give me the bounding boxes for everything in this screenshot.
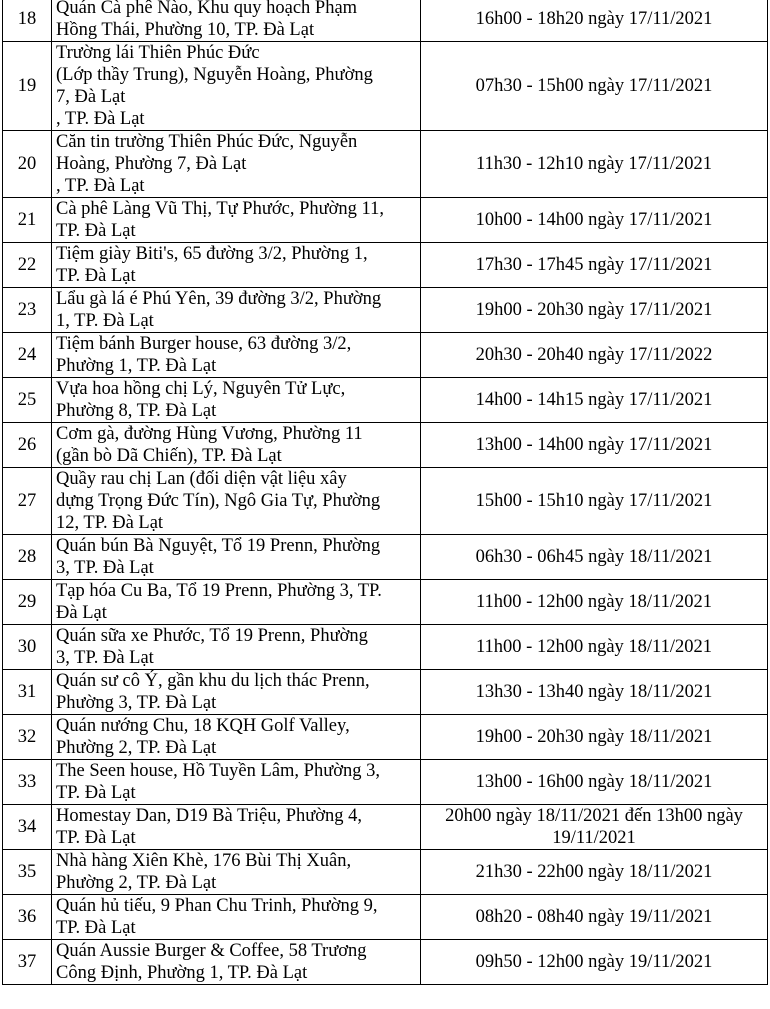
table-row xyxy=(3,288,768,333)
time-cell: 20h30 - 20h40 ngày 17/11/2022 xyxy=(421,333,768,378)
location-line: Quán bún Bà Nguyệt, Tổ 19 Prenn, Phường xyxy=(56,536,381,556)
row-number-cell: 36 xyxy=(3,895,52,940)
time-cell: 21h30 - 22h00 ngày 18/11/2021 xyxy=(421,850,768,895)
time-cell: 20h00 ngày 18/11/2021 đến 13h00 ngày 19/11/2021 xyxy=(421,805,768,850)
location-cell xyxy=(52,468,421,535)
time-cell: 15h00 - 15h10 ngày 17/11/2021 xyxy=(421,468,768,535)
row-number-cell: 28 xyxy=(3,535,52,580)
location-line: Quán sữa xe Phước, Tổ 19 Prenn, Phường xyxy=(56,626,368,646)
time-cell: 16h00 - 18h20 ngày 17/11/2021 xyxy=(421,0,768,42)
table-row xyxy=(3,0,768,42)
location-cell xyxy=(52,535,421,580)
location-line: Hồng Thái, Phường 10, TP. Đà Lạt xyxy=(56,20,315,40)
location-line: 1, TP. Đà Lạt xyxy=(56,311,154,331)
location-line: Trường lái Thiên Phúc Đức xyxy=(56,43,260,63)
location-line: , TP. Đà Lạt xyxy=(56,176,145,196)
time-cell: 14h00 - 14h15 ngày 17/11/2021 xyxy=(421,378,768,423)
location-line: Phường 1, TP. Đà Lạt xyxy=(56,356,217,376)
row-number-cell: 37 xyxy=(3,940,52,985)
location-line: Hoàng, Phường 7, Đà Lạt xyxy=(56,154,247,174)
location-line: 3, TP. Đà Lạt xyxy=(56,648,154,668)
table-row xyxy=(3,940,768,985)
location-line: TP. Đà Lạt xyxy=(56,828,136,848)
row-number-cell: 26 xyxy=(3,423,52,468)
location-line: Quầy rau chị Lan (đối diện vật liệu xây xyxy=(56,469,347,489)
time-cell: 10h00 - 14h00 ngày 17/11/2021 xyxy=(421,198,768,243)
row-number-cell: 27 xyxy=(3,468,52,535)
time-cell: 19h00 - 20h30 ngày 18/11/2021 xyxy=(421,715,768,760)
table-row xyxy=(3,715,768,760)
row-number-cell: 18 xyxy=(3,0,52,42)
location-line: Cơm gà, đường Hùng Vương, Phường 11 xyxy=(56,424,363,444)
location-line: Vựa hoa hồng chị Lý, Nguyên Tử Lực, xyxy=(56,379,346,399)
location-line: TP. Đà Lạt xyxy=(56,221,136,241)
location-line: Phường 2, TP. Đà Lạt xyxy=(56,873,217,893)
row-number-cell: 24 xyxy=(3,333,52,378)
location-line: 3, TP. Đà Lạt xyxy=(56,558,154,578)
table-row xyxy=(3,850,768,895)
location-cell xyxy=(52,0,421,42)
location-line: TP. Đà Lạt xyxy=(56,266,136,286)
location-line: Phường 8, TP. Đà Lạt xyxy=(56,401,217,421)
location-cell xyxy=(52,288,421,333)
row-number-cell: 34 xyxy=(3,805,52,850)
table-body xyxy=(3,0,768,985)
table-row xyxy=(3,42,768,131)
time-cell: 08h20 - 08h40 ngày 19/11/2021 xyxy=(421,895,768,940)
row-number-cell: 25 xyxy=(3,378,52,423)
row-number-cell: 29 xyxy=(3,580,52,625)
table-row xyxy=(3,535,768,580)
location-line: Tạp hóa Cu Ba, Tổ 19 Prenn, Phường 3, TP. xyxy=(56,581,382,601)
row-number-cell: 21 xyxy=(3,198,52,243)
location-cell xyxy=(52,805,421,850)
row-number-cell: 32 xyxy=(3,715,52,760)
location-line: Quán nướng Chu, 18 KQH Golf Valley, xyxy=(56,716,350,736)
location-cell xyxy=(52,715,421,760)
location-line: Cà phê Làng Vũ Thị, Tự Phước, Phường 11, xyxy=(56,199,384,219)
row-number-cell: 19 xyxy=(3,42,52,131)
row-number-cell: 33 xyxy=(3,760,52,805)
location-line: Căn tin trường Thiên Phúc Đức, Nguyễn xyxy=(56,132,358,152)
location-cell xyxy=(52,131,421,198)
location-cell xyxy=(52,760,421,805)
time-cell: 11h30 - 12h10 ngày 17/11/2021 xyxy=(421,131,768,198)
location-line: 12, TP. Đà Lạt xyxy=(56,513,164,533)
location-line: (gần bò Dã Chiến), TP. Đà Lạt xyxy=(56,446,282,466)
location-line: Tiệm bánh Burger house, 63 đường 3/2, xyxy=(56,334,352,354)
location-line: TP. Đà Lạt xyxy=(56,783,136,803)
location-cell xyxy=(52,940,421,985)
location-cell xyxy=(52,378,421,423)
location-line: 7, Đà Lạt xyxy=(56,87,126,107)
table-row xyxy=(3,670,768,715)
location-line: The Seen house, Hồ Tuyền Lâm, Phường 3, xyxy=(56,761,381,781)
row-number-cell: 22 xyxy=(3,243,52,288)
location-line: Tiệm giày Biti's, 65 đường 3/2, Phường 1, xyxy=(56,244,368,264)
location-cell xyxy=(52,625,421,670)
table-row xyxy=(3,198,768,243)
location-line: Lẩu gà lá é Phú Yên, 39 đường 3/2, Phường xyxy=(56,289,382,309)
location-line: Đà Lạt xyxy=(56,603,107,623)
location-cell xyxy=(52,42,421,131)
time-cell: 13h00 - 14h00 ngày 17/11/2021 xyxy=(421,423,768,468)
location-cell xyxy=(52,198,421,243)
table-row xyxy=(3,625,768,670)
location-line: TP. Đà Lạt xyxy=(56,918,136,938)
row-number-cell: 23 xyxy=(3,288,52,333)
location-line: dựng Trọng Đức Tín), Ngô Gia Tự, Phường xyxy=(56,491,381,511)
table-row xyxy=(3,895,768,940)
table-row xyxy=(3,378,768,423)
time-cell: 13h00 - 16h00 ngày 18/11/2021 xyxy=(421,760,768,805)
time-cell: 19h00 - 20h30 ngày 17/11/2021 xyxy=(421,288,768,333)
row-number-cell: 30 xyxy=(3,625,52,670)
row-number-cell: 35 xyxy=(3,850,52,895)
time-cell: 07h30 - 15h00 ngày 17/11/2021 xyxy=(421,42,768,131)
time-cell: 06h30 - 06h45 ngày 18/11/2021 xyxy=(421,535,768,580)
location-line: Phường 2, TP. Đà Lạt xyxy=(56,738,217,758)
table-row xyxy=(3,243,768,288)
table-row xyxy=(3,423,768,468)
location-cell xyxy=(52,895,421,940)
location-line: , TP. Đà Lạt xyxy=(56,109,145,129)
table-row xyxy=(3,580,768,625)
time-cell: 13h30 - 13h40 ngày 18/11/2021 xyxy=(421,670,768,715)
location-cell xyxy=(52,670,421,715)
location-line: Công Định, Phường 1, TP. Đà Lạt xyxy=(56,963,308,983)
time-cell: 11h00 - 12h00 ngày 18/11/2021 xyxy=(421,580,768,625)
location-cell xyxy=(52,580,421,625)
time-cell: 09h50 - 12h00 ngày 19/11/2021 xyxy=(421,940,768,985)
location-cell xyxy=(52,333,421,378)
location-line: Phường 3, TP. Đà Lạt xyxy=(56,693,217,713)
table-row xyxy=(3,333,768,378)
location-line: Nhà hàng Xiên Khè, 176 Bùi Thị Xuân, xyxy=(56,851,352,871)
time-cell: 17h30 - 17h45 ngày 17/11/2021 xyxy=(421,243,768,288)
location-line: Homestay Dan, D19 Bà Triệu, Phường 4, xyxy=(56,806,363,826)
table-row xyxy=(3,805,768,850)
location-line: Quán Cà phê Nào, Khu quy hoạch Phạm xyxy=(56,0,358,18)
table-row xyxy=(3,131,768,198)
location-cell xyxy=(52,850,421,895)
location-line: Quán Aussie Burger & Coffee, 58 Trương xyxy=(56,941,367,961)
location-line: (Lớp thầy Trung), Nguyễn Hoàng, Phường xyxy=(56,65,373,85)
location-line: Quán hủ tiếu, 9 Phan Chu Trinh, Phường 9, xyxy=(56,896,378,916)
table-row xyxy=(3,760,768,805)
table-row xyxy=(3,468,768,535)
row-number-cell: 31 xyxy=(3,670,52,715)
time-cell: 11h00 - 12h00 ngày 18/11/2021 xyxy=(421,625,768,670)
row-number-cell: 20 xyxy=(3,131,52,198)
location-cell xyxy=(52,423,421,468)
locations-table xyxy=(2,0,768,985)
location-cell xyxy=(52,243,421,288)
location-line: Quán sư cô Ý, gần khu du lịch thác Prenn, xyxy=(56,671,370,691)
